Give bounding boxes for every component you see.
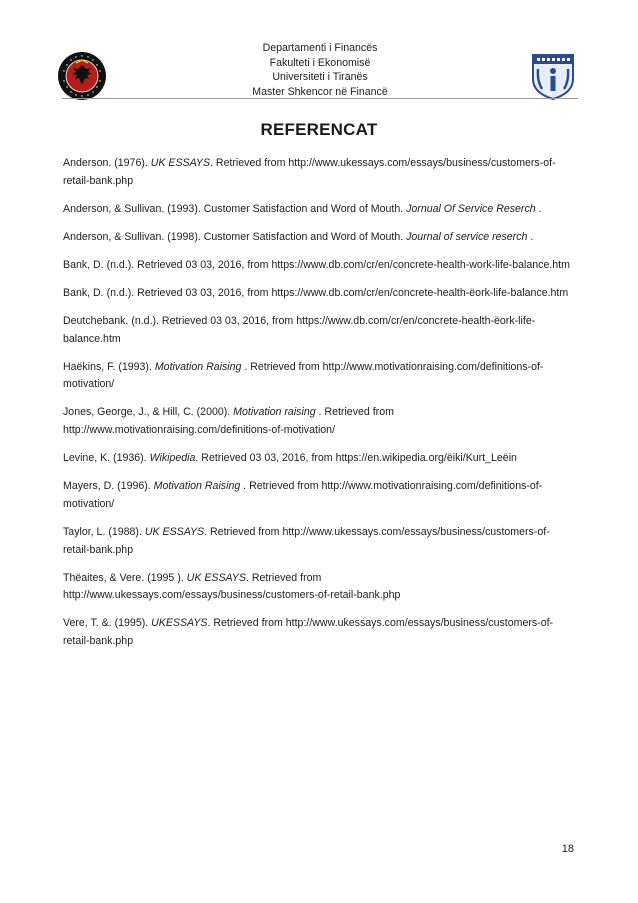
header-department: Departamenti i Financës	[262, 42, 378, 54]
reference-entry: Thëaites, & Vere. (1995 ). UK ESSAYS. Retrieved from http://www.ukessays.com/essays/business/customers-of-retail-bank.php	[63, 571, 401, 602]
reference-entry: Haëkins, F. (1993). Motivation Raising . Retrieved from http://www.motivationraising.com/definitions-of-motivation/	[63, 360, 544, 391]
header-divider	[62, 98, 578, 99]
page-title: REFERENCAT	[260, 120, 378, 139]
reference-entry: Bank, D. (n.d.). Retrieved 03 03, 2016, from https://www.db.com/cr/en/concrete-health-ëork-life-balance.htm	[63, 286, 569, 299]
reference-entry: Vere, T. &. (1995). UKESSAYS. Retrieved from http://www.ukessays.com/essays/business/customers-of-retail-bank.php	[63, 617, 554, 648]
reference-list	[63, 155, 575, 661]
reference-entry: Jones, George, J., & Hill, C. (2000). Motivation raising . Retrieved from http://www.motivationraising.com/definitions-of-motivation/	[63, 406, 394, 437]
header-university: Universiteti i Tiranës	[272, 71, 368, 84]
reference-entry: Anderson. (1976). UK ESSAYS. Retrieved from http://www.ukessays.com/essays/business/customers-of-retail-bank.php	[63, 157, 556, 187]
page-header	[0, 0, 638, 100]
reference-entry: Deutchebank. (n.d.). Retrieved 03 03, 2016, from https://www.db.com/cr/en/concrete-health-ëork-life-balance.htm	[63, 314, 536, 345]
reference-entry: Taylor, L. (1988). UK ESSAYS. Retrieved from http://www.ukessays.com/essays/business/customers-of-retail-bank.php	[63, 525, 550, 556]
header-institution-block	[220, 41, 420, 99]
header-program: Master Shkencor në Financë	[252, 85, 388, 98]
fakulteti-ekonomise-shield-icon	[528, 51, 578, 101]
reference-entry: Levine, K. (1936). Wikipedia. Retrieved 03 03, 2016, from https://en.wikipedia.org/ëiki/Kurt_Leëin	[63, 452, 517, 465]
reference-entry: Anderson, & Sullivan. (1998). Customer Satisfaction and Word of Mouth. Journal of service reserch .	[63, 230, 534, 243]
university-tirana-seal-icon	[57, 51, 107, 101]
reference-entry: Anderson, & Sullivan. (1993). Customer Satisfaction and Word of Mouth. Jornual Of Service Reserch .	[63, 202, 542, 215]
reference-entry: Mayers, D. (1996). Motivation Raising . Retrieved from http://www.motivationraising.com/definitions-of-motivation/	[63, 480, 543, 510]
page-number: 18	[561, 843, 574, 855]
header-faculty: Fakulteti i Ekonomisë	[269, 56, 371, 69]
reference-entry: Bank, D. (n.d.). Retrieved 03 03, 2016, from https://www.db.com/cr/en/concrete-health-work-life-balance.htm	[63, 258, 570, 271]
